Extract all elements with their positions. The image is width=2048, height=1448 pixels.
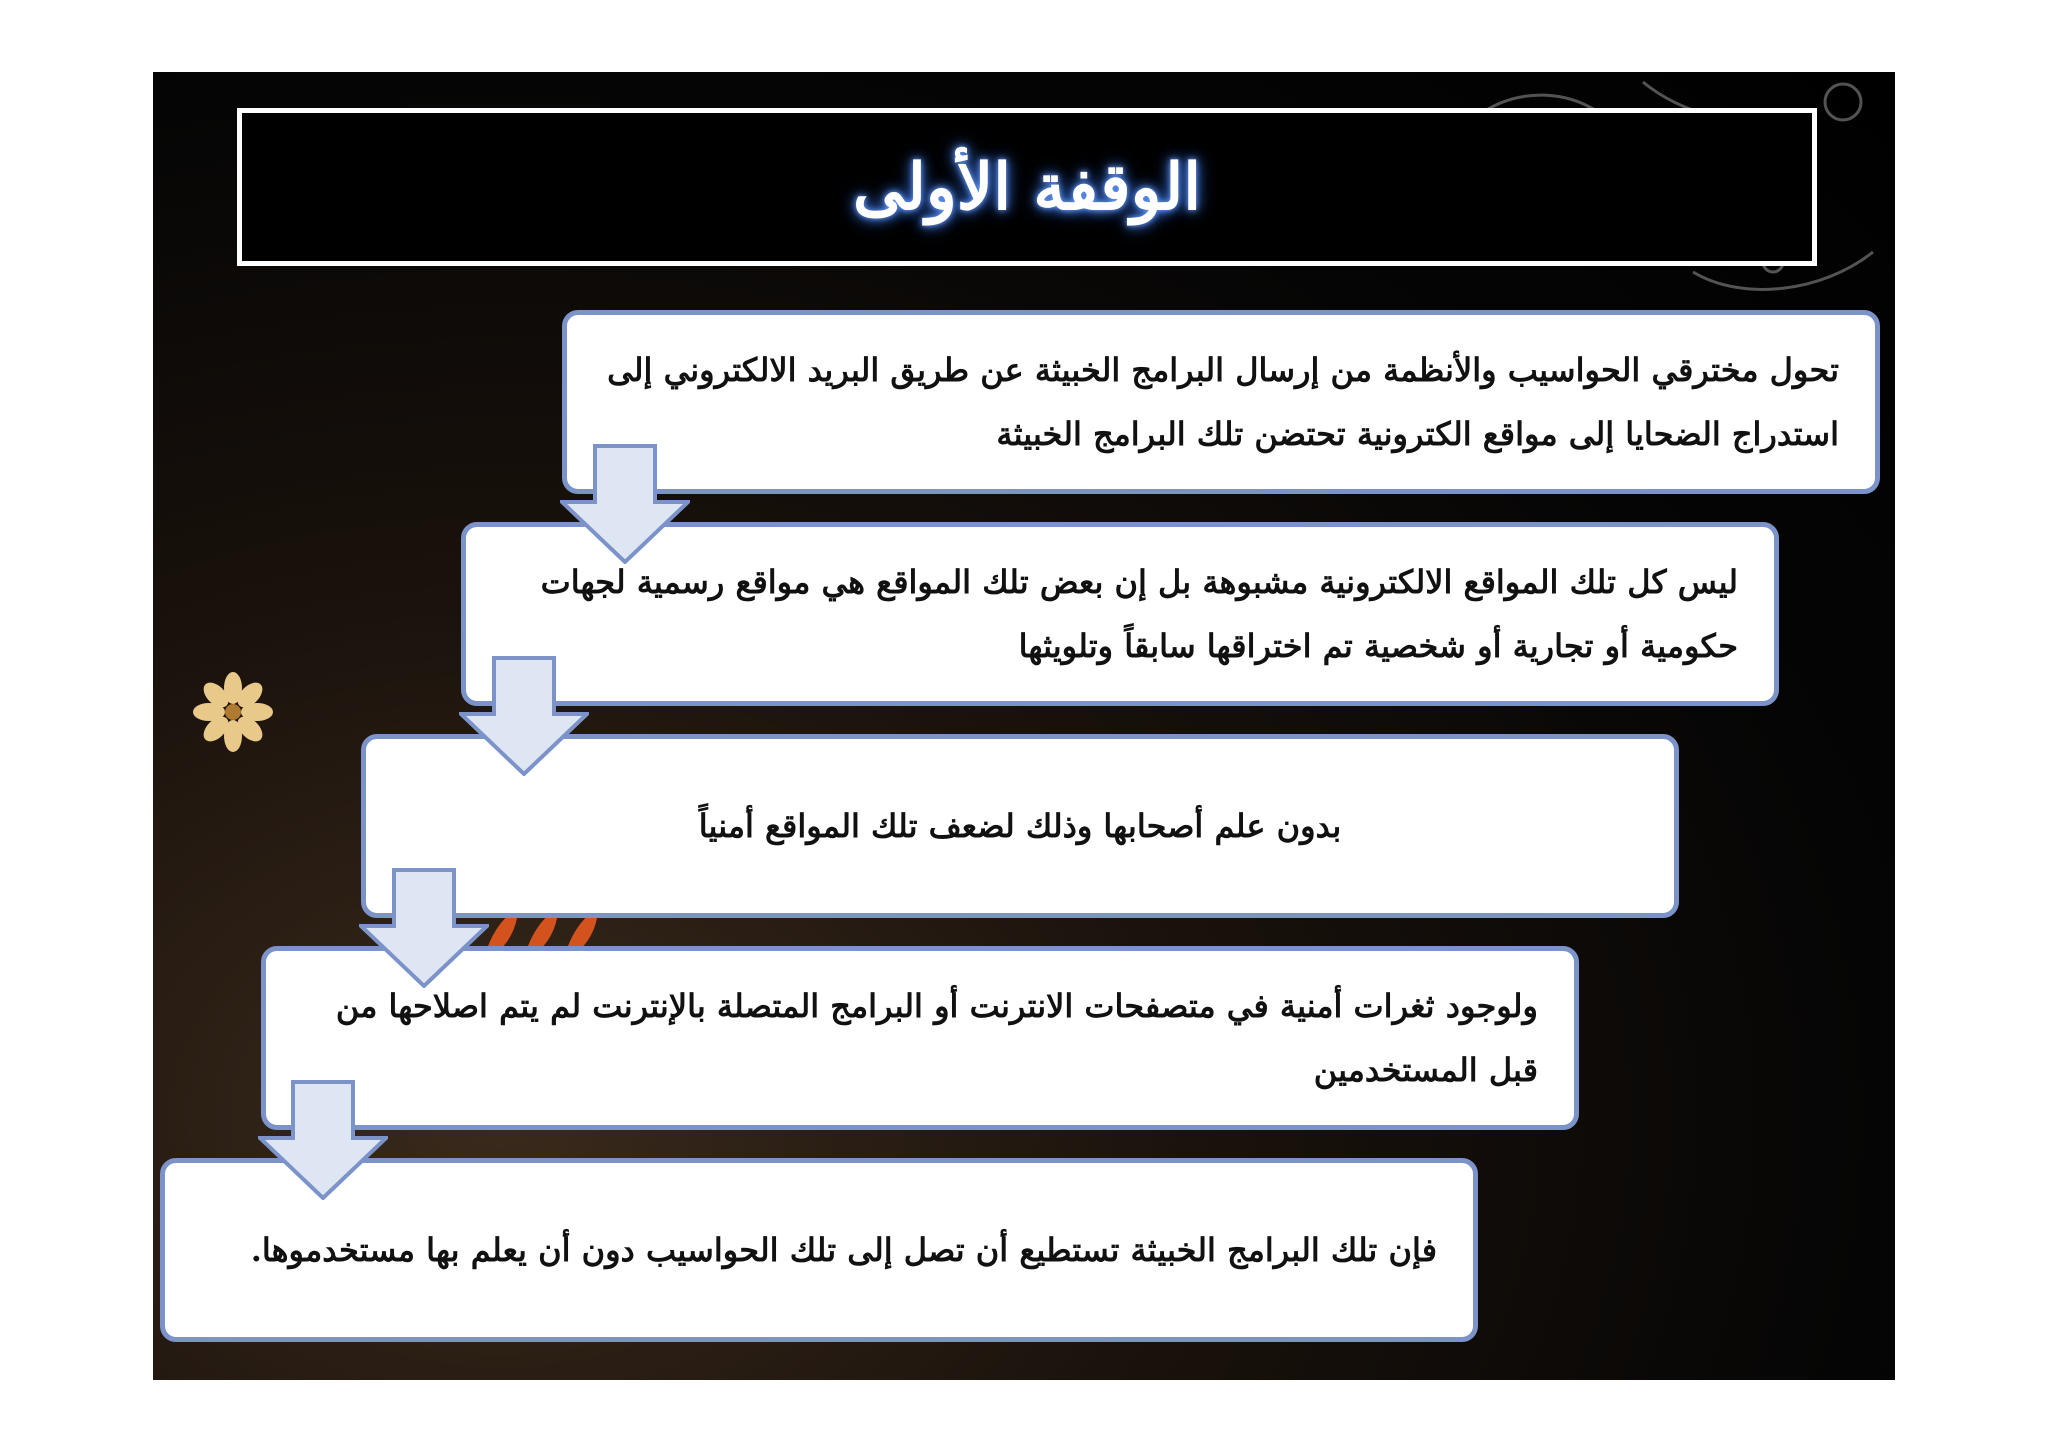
step-text-1: تحول مخترقي الحواسيب والأنظمة من إرسال البرامج الخبيثة عن طريق البريد الالكتروني إلى استدراج الضحايا إلى مواقع الكترونية تحتضن تلك البرامج الخبيثة xyxy=(607,351,1839,453)
step-text-2: ليس كل تلك المواقع الالكترونية مشبوهة بل إن بعض تلك المواقع هي مواقع رسمية لجهات حكومية أو تجارية أو شخصية تم اختراقها سابقاً وتلويثها xyxy=(540,563,1738,665)
step-box-1 xyxy=(562,310,1880,494)
step-text-3: بدون علم أصحابها وذلك لضعف تلك المواقع أمنياً xyxy=(698,807,1342,845)
flower-ornament-icon xyxy=(193,672,273,752)
down-arrow-icon xyxy=(459,656,589,776)
step-text-5: فإن تلك البرامج الخبيثة تستطيع أن تصل إلى تلك الحواسيب دون أن يعلم بها مستخدموها. xyxy=(250,1231,1437,1269)
down-arrow-icon xyxy=(359,868,489,988)
title-frame xyxy=(237,108,1817,266)
slide-title: الوقفة الأولى xyxy=(853,149,1201,225)
step-text-4: ولوجود ثغرات أمنية في متصفحات الانترنت أو البرامج المتصلة بالإنترنت لم يتم اصلاحها من قبل المستخدمين xyxy=(335,987,1538,1089)
down-arrow-icon xyxy=(560,444,690,564)
down-arrow-icon xyxy=(258,1080,388,1200)
slide xyxy=(153,72,1895,1380)
